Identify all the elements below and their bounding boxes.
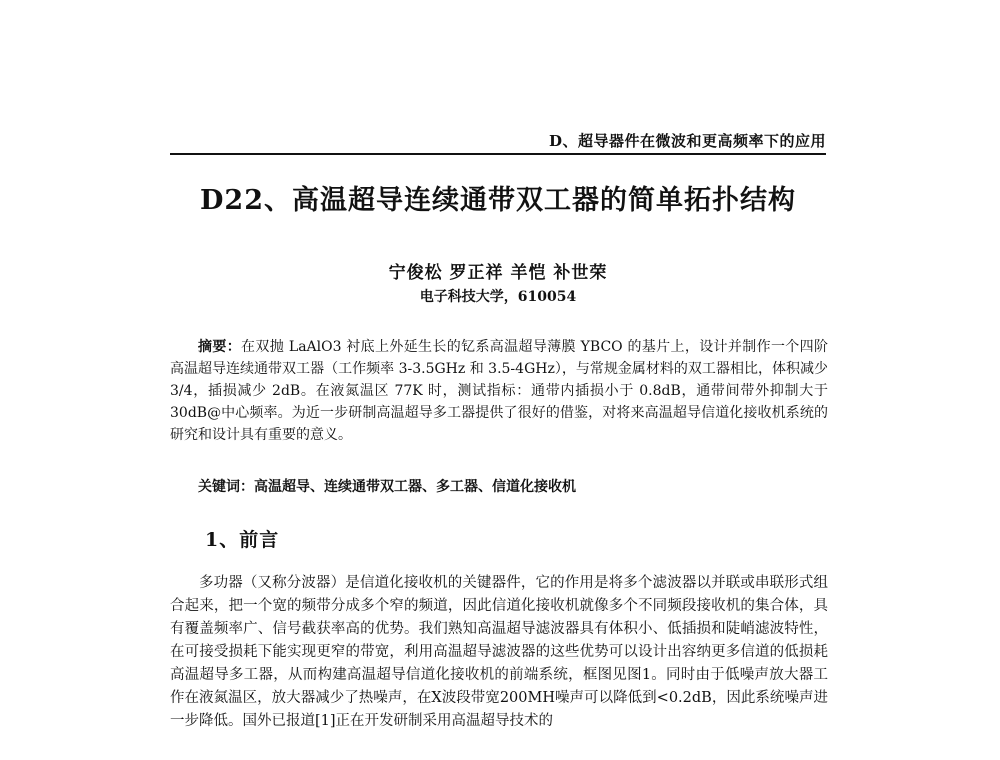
author-list: 宁俊松 罗正祥 羊恺 补世荣 <box>388 263 608 283</box>
abstract-text: 在双抛 LaAlO3 衬底上外延生长的钇系高温超导薄膜 YBCO 的基片上，设计并制作一个四阶高温超导连续通带双工器（工作频率 3-3.5GHz 和 3.5-4GHz），与常规金属材料的双工器相比，体积减少 3/4，插损减少 2dB。在液氮温区 77K 时，测试指标：通带内插损小于 0.8dB，通带间带外抑制大于 30dB@中心频率。为近一步研制高温超导多工器提供了很好的借鉴，对将来高温超导信道化接收机系统的研究和设计具有重要的意义。 <box>170 339 828 443</box>
running-header: D、超导器件在微波和更高频率下的应用 <box>548 132 826 150</box>
article-title: D22、高温超导连续通带双工器的简单拓扑结构 <box>200 185 796 216</box>
header-divider <box>170 153 826 155</box>
abstract-paragraph <box>170 336 828 446</box>
keywords-line <box>170 476 828 498</box>
keywords-text: 高温超导、连续通带双工器、多工器、信道化接收机 <box>254 479 576 495</box>
section-heading: 1、前言 <box>205 529 280 551</box>
keywords-label: 关键词： <box>198 479 254 495</box>
abstract-label: 摘要： <box>198 339 242 355</box>
body-paragraph: 多功器（又称分波器）是信道化接收机的关键器件，它的作用是将多个滤波器以并联或串联形式组合起来，把一个宽的频带分成多个窄的频道，因此信道化接收机就像多个不同频段接收机的集合体，具有覆盖频率广、信号截获率高的优势。我们熟知高温超导滤波器具有体积小、低插损和陡峭滤波特性，在可接受损耗下能实现更窄的带宽，利用高温超导滤波器的这些优势可以设计出容纳更多信道的低损耗高温超导多工器，从而构建高温超导信道化接收机的前端系统，框图见图1。同时由于低噪声放大器工作在液氮温区，放大器减少了热噪声，在X波段带宽200MH噪声可以降低到<0.2dB，因此系统噪声进一步降低。国外已报道[1]正在开发研制采用高温超导技术的 <box>170 575 828 729</box>
author-affiliation: 电子科技大学，610054 <box>419 289 577 305</box>
